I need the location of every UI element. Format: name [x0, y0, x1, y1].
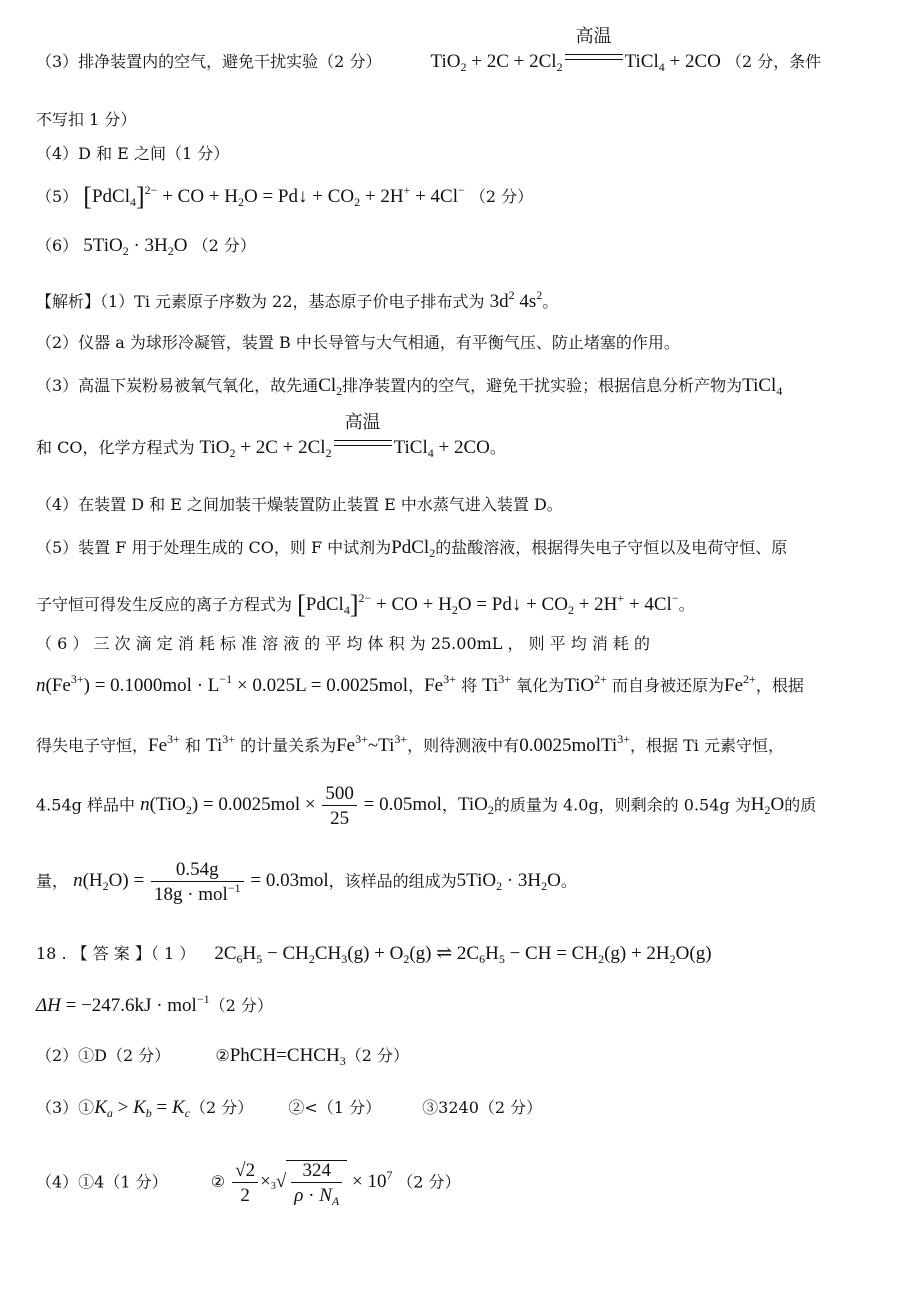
- q18-answer-3: $(3)①K_a > K_b = K_c(2$ 分） ②<（1 分） ③3240（2 分）: [36, 1097, 543, 1120]
- q18-answer-2: （2）①D（2 分） $②PhCH=CHCH_3(2$ 分）: [36, 1045, 409, 1068]
- analysis-2: （2）仪器 a 为球形冷凝管，装置 B 中长导管与大气相通，有平衡气压、防止堵塞的作用。: [36, 333, 680, 352]
- q18-dh: ΔH = −247.6kJ · mol$^{-1}$（2 分）: [36, 992, 273, 1016]
- answer-3-continue: 不写扣 1 分）: [36, 110, 137, 129]
- analysis-3: （3）高温下炭粉易被氧气氧化，故先通$Cl_2$排净装置内的空气，避免干扰实验；根据信息分析产物为TiCl$_4$: [36, 375, 783, 398]
- ion-equation: [PdCl$_4$]$^{2-}$ + CO + $H_2O$ = Pd↓ + $CO_2 + 2H^+ + 4Cl^-$: [83, 182, 465, 211]
- analysis-5: （5）装置 F 用于处理生成的 CO，则 F 中试剂为PdCl$_2$的盐酸溶液，根据得失电子守恒以及电荷守恒、原: [36, 537, 788, 560]
- electron-config: $3d^2$ $4s^2$: [489, 288, 543, 312]
- answer-3-text: （3）排净装置内的空气，避免干扰实验（2 分）: [36, 52, 382, 71]
- analysis-6-nfe: $n(Fe^{3+}) = 0.1000mol \cdot L^{-1} \times 0.025L = 0.0025mol$，$Fe^{3+}$ 将 $Ti^{3+}$ 氧化为TiO$^{2+}$ 而自身被还原为$Fe^{2+}$，根据: [36, 672, 804, 696]
- analysis-4: （4）在装置 D 和 E 之间加装干燥装置防止装置 E 中水蒸气进入装置 D。: [36, 495, 563, 514]
- answer-3-score: （2 分，条件: [725, 52, 822, 71]
- analysis-3-equation: 和 CO，化学方程式为 $TiO_2 + 2C + 2Cl_2$ 高温 TiCl$_4$ + 2CO。: [36, 412, 506, 460]
- analysis-6-intro: （ 6 ） 三 次 滴 定 消 耗 标 准 溶 液 的 平 均 体 积 为 25.00mL ， 则 平 均 消 耗 的: [36, 634, 651, 653]
- lattice-formula: $\frac{√2}{2}$ ×$^3$√ $\frac{324}{\rho \cdot N_A}$ × $10^7$: [230, 1171, 397, 1192]
- analysis-5-equation: 子守恒可得发生反应的离子方程式为 [PdCl$_4$]$^{2-}$ + CO + $H_2O$ = Pd↓ + $CO_2 + 2H^+ + 4Cl^-$。: [36, 590, 695, 619]
- analysis-6-ratio: 得失电子守恒，$Fe^{3+}$ 和 $Ti^{3+}$ 的计量关系为$Fe^{3+}\sim Ti^{3+}$，则待测液中有0.0025molTi$^{3+}$，根据 Ti 元素守恒，: [36, 732, 784, 756]
- answer-6: （6） $5TiO_2 \cdot 3H_2O$ （2 分）: [36, 235, 256, 258]
- answer-3-line: [36, 26, 864, 74]
- q18-answer-1: 18 . 【 答 案 】（ 1 ） $2C_6H_5 - CH_2CH_3(g) + O_2(g)$ ⇌ $2C_6H_5$ − CH = $CH_2(g) + 2H_2O(g)$: [36, 943, 712, 966]
- answer-4: （4）D 和 E 之间（1 分）: [36, 144, 230, 163]
- q18-answer-4: （4）①4（1 分） ② $\frac{√2}{2}$ ×$^3$√ $\frac{324}{\rho \cdot N_A}$ × $10^7$ （2 分）: [36, 1160, 461, 1208]
- answer-5: （5） [PdCl$_4$]$^{2-}$ + CO + $H_2O$ = Pd↓ + $CO_2 + 2H^+ + 4Cl^-$ （2 分）: [36, 182, 534, 211]
- equation-tio2-cl2: $TiO_2 + 2C + 2Cl_2$ 高温 TiCl$_4$ + 2CO: [430, 26, 721, 74]
- condition-arrow: 高温: [565, 54, 623, 64]
- analysis-1: 【解析】（1）Ti 元素原子序数为 22，基态原子价电子排布式为 $3d^2$ $4s^2$。: [36, 288, 559, 312]
- composition-formula: $5TiO_2 \cdot 3H_2O$: [83, 235, 188, 258]
- analysis-6-ntio2: 4.54g 样品中 n(TiO$_2$) = 0.0025mol × $\frac{500}{25}$ = 0.05mol，TiO$_2$的质量为 4.0g，则剩余的 0.54g 为$H_2O$的质: [36, 783, 817, 829]
- analysis-6-nh2o: 量， $n(H_2O)$ = $\frac{0.54g}{18g \cdot mol^{-1}}$ = 0.03mol，该样品的组成为$5TiO_2 \cdot 3H_2O$。: [36, 859, 577, 905]
